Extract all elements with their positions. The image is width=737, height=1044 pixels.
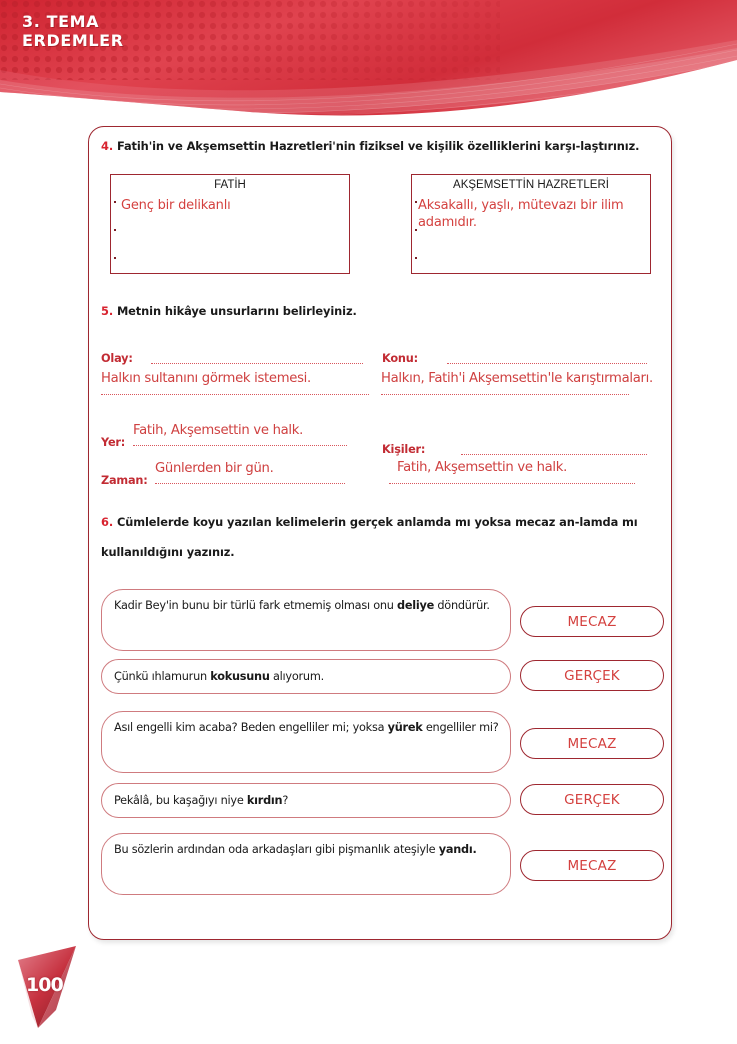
question-4-prompt bbox=[101, 139, 659, 155]
sentence-box-4[interactable] bbox=[101, 783, 511, 818]
question-6-number: 6. bbox=[101, 515, 114, 529]
banner-title bbox=[22, 12, 124, 50]
comparison-box-aksemsettin-answer: Aksakallı, yaşlı, mütevazı bir ilim adamıdır. bbox=[418, 198, 624, 230]
field-label-yer: Yer: bbox=[101, 436, 126, 449]
worksheet-card bbox=[88, 126, 672, 940]
sentence-1-bold: deliye bbox=[397, 599, 435, 612]
sentence-4-post: ? bbox=[282, 794, 289, 807]
comparison-box-fatih-answer: Genç bir delikanlı bbox=[121, 198, 231, 213]
field-label-olay: Olay: bbox=[101, 352, 133, 365]
sentence-3-post: engelliler mi? bbox=[422, 721, 499, 734]
field-answer-olay[interactable]: Halkın sultanını görmek istemesi. bbox=[101, 371, 311, 386]
field-dots-konu-answer bbox=[381, 394, 629, 395]
sentence-box-1[interactable] bbox=[101, 589, 511, 651]
sentence-1-post: döndürür. bbox=[434, 599, 490, 612]
theme-number: 3. TEMA bbox=[22, 12, 100, 31]
field-dots-yer bbox=[133, 445, 347, 446]
theme-banner bbox=[0, 0, 737, 122]
answer-pill-4[interactable]: GERÇEK bbox=[520, 784, 664, 815]
field-dots-zaman bbox=[155, 483, 345, 484]
theme-name: ERDEMLER bbox=[22, 31, 124, 50]
question-6-text: Cümlelerde koyu yazılan kelimelerin gerçek anlamda mı yoksa mecaz an-lamda mı kullanıldığını yazınız. bbox=[101, 515, 638, 559]
sentence-box-5[interactable] bbox=[101, 833, 511, 895]
question-4-text: Fatih'in ve Akşemsettin Hazretleri'nin fiziksel ve kişilik özelliklerini karşı-laştırınız. bbox=[116, 139, 640, 153]
field-dots-kisiler-answer bbox=[389, 483, 635, 484]
answer-pill-2[interactable]: GERÇEK bbox=[520, 660, 664, 691]
sentence-box-2[interactable] bbox=[101, 659, 511, 694]
answer-pill-1[interactable]: MECAZ bbox=[520, 606, 664, 637]
sentence-2-post: alıyorum. bbox=[269, 670, 324, 683]
field-label-konu: Konu: bbox=[382, 352, 418, 365]
sentence-5-bold: yandı. bbox=[438, 843, 477, 856]
question-6-prompt bbox=[101, 507, 657, 567]
field-answer-zaman[interactable]: Günlerden bir gün. bbox=[155, 461, 274, 476]
sentence-4-pre: Pekâlâ, bu kaşağıyı niye bbox=[114, 794, 247, 807]
sentence-1-pre: Kadir Bey'in bunu bir türlü fark etmemiş olması onu bbox=[114, 599, 398, 612]
sentence-2-pre: Çünkü ıhlamurun bbox=[114, 670, 211, 683]
field-answer-yer[interactable]: Fatih, Akşemsettin ve halk. bbox=[133, 423, 304, 438]
field-dots-olay-answer bbox=[101, 394, 369, 395]
field-answer-kisiler[interactable]: Fatih, Akşemsettin ve halk. bbox=[397, 460, 568, 475]
question-5-number: 5. bbox=[101, 304, 114, 318]
field-label-zaman: Zaman: bbox=[101, 474, 148, 487]
sentence-3-pre: Asıl engelli kim acaba? Beden engelliler mi; yoksa bbox=[114, 721, 388, 734]
field-dots-kisiler bbox=[461, 454, 647, 455]
question-4-number: 4. bbox=[101, 139, 114, 153]
comparison-box-aksemsettin-title: AKŞEMSETTİN HAZRETLERİ bbox=[453, 179, 609, 191]
question-5-prompt bbox=[101, 304, 641, 320]
bullet-markers-left bbox=[114, 201, 116, 285]
sentence-box-3[interactable] bbox=[101, 711, 511, 773]
field-answer-konu[interactable]: Halkın, Fatih'i Akşemsettin'le karıştırmaları. bbox=[381, 371, 653, 386]
page-number-label: 100 bbox=[26, 974, 63, 996]
comparison-box-aksemsettin[interactable] bbox=[411, 174, 651, 274]
sentence-5-pre: Bu sözlerin ardından oda arkadaşları gibi pişmanlık ateşiyle bbox=[114, 843, 439, 856]
comparison-box-fatih[interactable] bbox=[110, 174, 350, 274]
field-label-kisiler: Kişiler: bbox=[382, 443, 426, 456]
page-badge-shape bbox=[8, 938, 118, 1039]
sentence-4-bold: kırdın bbox=[246, 794, 283, 807]
field-dots-konu bbox=[447, 363, 647, 364]
question-5-text: Metnin hikâye unsurlarını belirleyiniz. bbox=[116, 304, 357, 318]
bullet-markers-right bbox=[415, 201, 417, 285]
sentence-3-bold: yürek bbox=[387, 721, 423, 734]
page-number-badge bbox=[8, 938, 118, 1039]
answer-pill-3[interactable]: MECAZ bbox=[520, 728, 664, 759]
field-dots-olay bbox=[151, 363, 363, 364]
answer-pill-5[interactable]: MECAZ bbox=[520, 850, 664, 881]
sentence-2-bold: kokusunu bbox=[210, 670, 270, 683]
comparison-box-fatih-title: FATİH bbox=[214, 179, 246, 191]
